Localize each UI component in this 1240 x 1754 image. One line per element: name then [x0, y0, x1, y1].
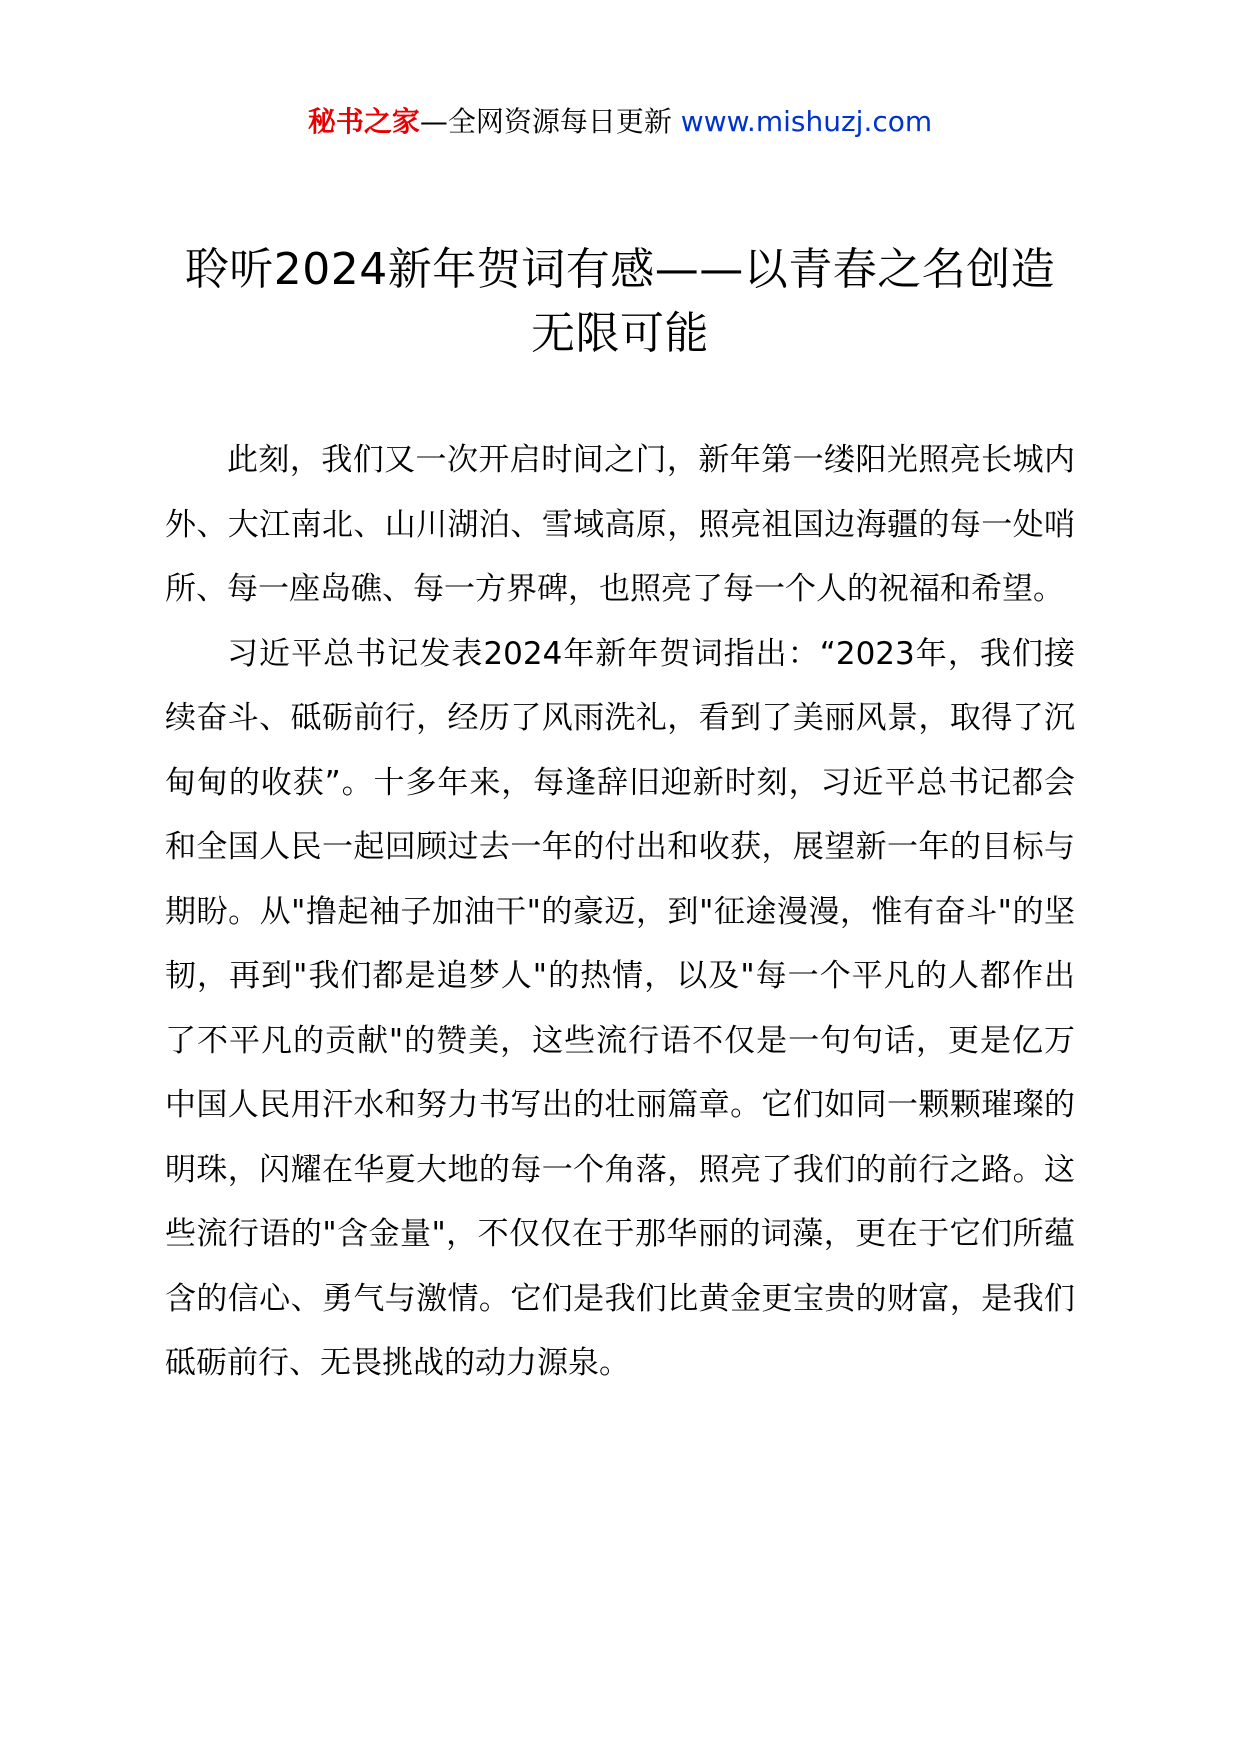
site-slogan: —全网资源每日更新 [419, 105, 672, 138]
paragraph: 此刻，我们又一次开启时间之门，新年第一缕阳光照亮长城内外、大江南北、山川湖泊、雪域高原，照亮祖国边海疆的每一处哨所、每一座岛礁、每一方界碑，也照亮了每一个人的祝福和希望。 [165, 442, 1075, 607]
document-title: 聆听2024新年贺词有感——以青春之名创造无限可能 [184, 244, 1056, 359]
site-header [0, 100, 1240, 144]
document-body [165, 428, 1075, 1396]
paragraph: 习近平总书记发表2024年新年贺词指出：“2023年，我们接续奋斗、砥砺前行，经历了风雨洗礼，看到了美丽风景，取得了沉甸甸的收获”。十多年来，每逢辞旧迎新时刻，习近平总书记都会和全国人民一起回顾过去一年的付出和收获，展望新一年的目标与期盼。从"撸起袖子加油干"的豪迈，到"征途漫漫，惟有奋斗"的坚韧，再到"我们都是追梦人"的热情，以及"每一个平凡的人都作出了不平凡的贡献"的赞美，这些流行语不仅是一句句话，更是亿万中国人民用汗水和努力书写出的壮丽篇章。它们如同一颗颗璀璨的明珠，闪耀在华夏大地的每一个角落，照亮了我们的前行之路。这些流行语的"含金量"，不仅仅在于那华丽的词藻，更在于它们所蕴含的信心、勇气与激情。它们是我们比黄金更宝贵的财富，是我们砥砺前行、无畏挑战的动力源泉。 [165, 635, 1075, 1381]
site-name: 秘书之家 [307, 105, 420, 138]
site-url-link[interactable]: www.mishuzj.com [680, 105, 933, 138]
